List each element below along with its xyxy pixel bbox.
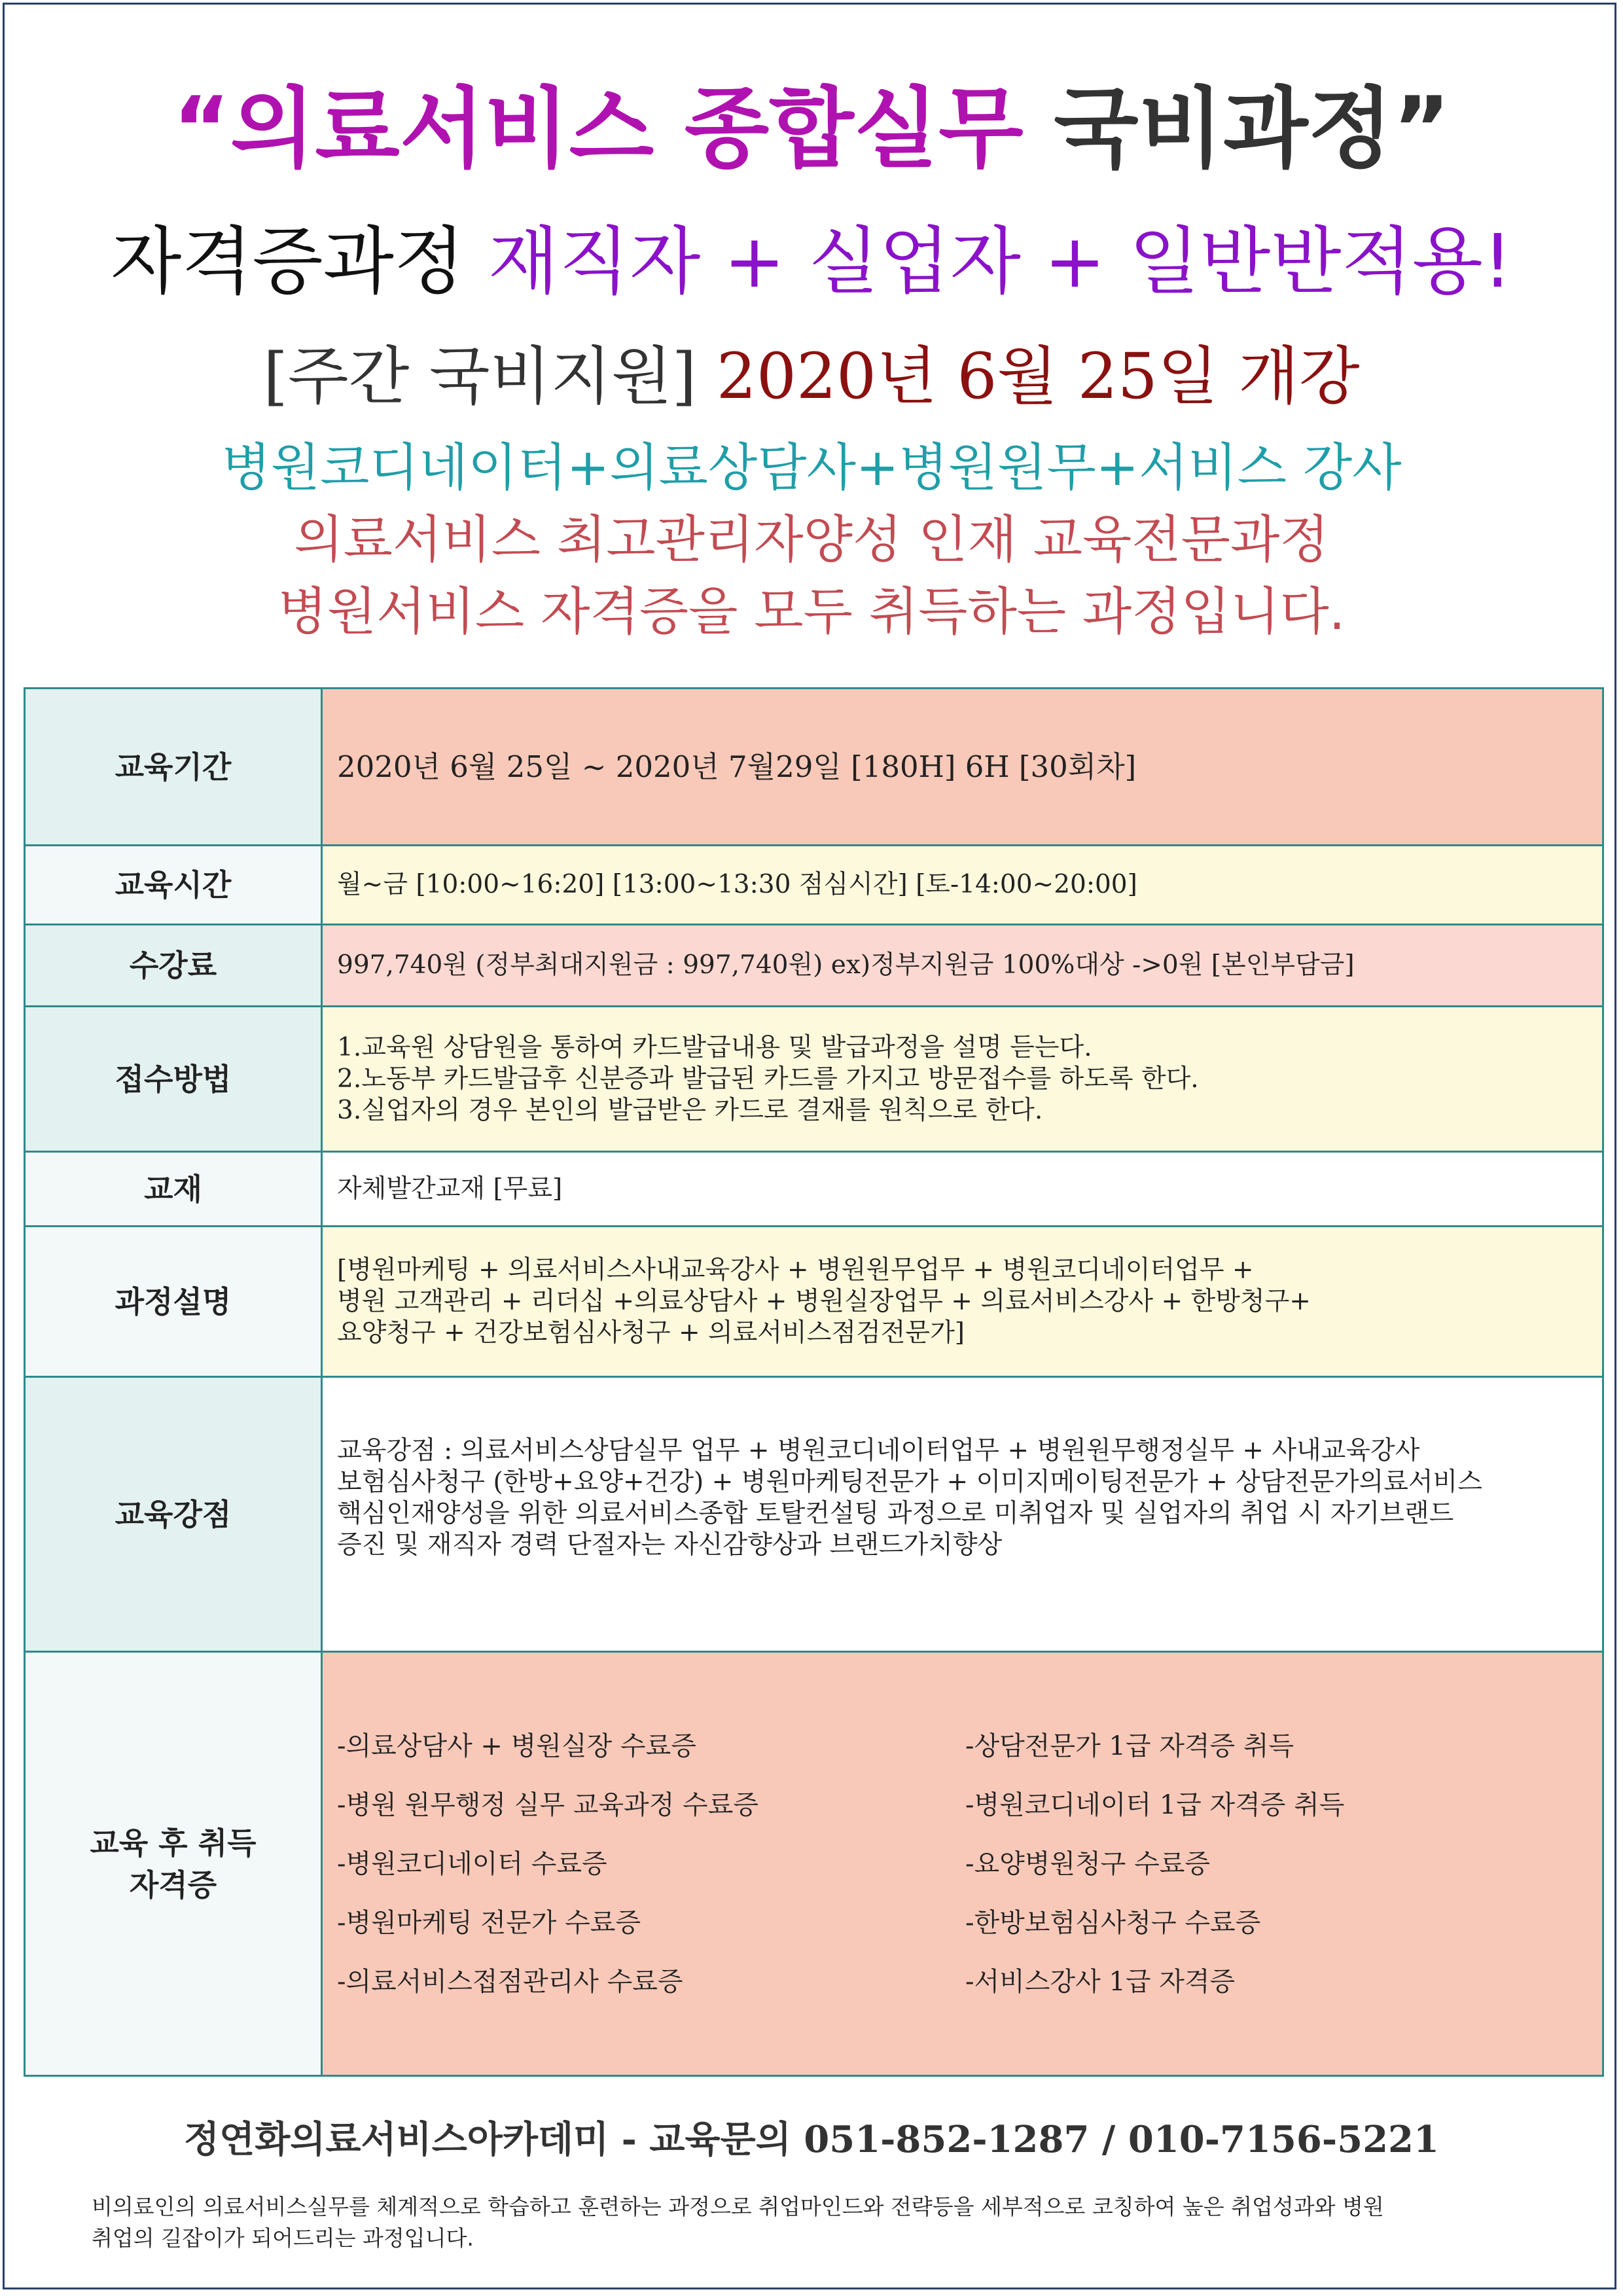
value-textbook: 자체발간교재 [무료]: [322, 1152, 1603, 1227]
apply-step: 3.실업자의 경우 본인의 발급받은 카드로 결재를 원칙으로 한다.: [337, 1095, 1043, 1125]
label-course: 과정설명: [25, 1227, 322, 1377]
strength-line: 증진 및 재직자 경력 단절자는 자신감향상과 브랜드가치향상: [337, 1530, 1003, 1560]
course-roles: 병원코디네이터+의료상담사+병원원무+서비스 강사: [221, 439, 1402, 497]
row-fee: [25, 925, 1603, 1007]
cert-item: -서비스강사 1급 자격증: [965, 1966, 1236, 1997]
certs-grid: [337, 1717, 1588, 2011]
value-period: 2020년 6월 25일 ~ 2020년 7월29일 [180H] 6H [30회차]: [322, 689, 1603, 846]
subtitle-target: 재직자 + 실업자 + 일반반적용!: [465, 219, 1512, 304]
row-time: [25, 846, 1603, 925]
label-certs: [25, 1652, 322, 2076]
subtitle-course: 자격증과정: [111, 219, 465, 304]
title-highlight: 의료서비스 종합실무: [230, 78, 1024, 180]
support-type: [주간 국비지원]: [263, 340, 697, 413]
course-tagline-2: 병원서비스 자격증을 모두 취득하는 과정입니다.: [277, 583, 1346, 641]
value-strength: [322, 1377, 1603, 1652]
title-quote-close: ”: [1393, 78, 1451, 180]
value-fee: 997,740원 (정부최대지원금 : 997,740원) ex)정부지원금 100%대상 ->0원 [본인부담금]: [322, 925, 1603, 1007]
row-certs: [25, 1652, 1603, 2076]
row-period: [25, 689, 1603, 846]
course-line: [병원마케팅 + 의료서비스사내교육강사 + 병원원무업무 + 병원코디네이터업무 +: [337, 1255, 1254, 1285]
contact-info: 정연화의료서비스아카데미 - 교육문의 051-852-1287 / 010-7156-5221: [184, 2118, 1439, 2161]
row-textbook: [25, 1152, 1603, 1227]
label-period: 교육기간: [25, 689, 322, 846]
cert-item: -병원마케팅 전문가 수료증: [337, 1907, 641, 1938]
row-course: [25, 1227, 1603, 1377]
opening-date: [0, 334, 1623, 419]
apply-step: 1.교육원 상담원을 통하여 카드발급내용 및 발급과정을 설명 듣는다.: [337, 1032, 1092, 1062]
row-strength: [25, 1377, 1603, 1652]
strength-line: 교육강점 : 의료서비스상담실무 업무 + 병원코디네이터업무 + 병원원무행정실무 + 사내교육강사: [337, 1436, 1420, 1465]
footer-note-line: 취업의 길잡이가 되어드리는 과정입니다.: [92, 2225, 474, 2251]
course-tagline: 의료서비스 최고관리자양성 인재 교육전문과정: [294, 511, 1329, 569]
cert-item: -상담전문가 1급 자격증 취득: [965, 1731, 1294, 1761]
row-apply: [25, 1007, 1603, 1152]
course-line: 병원 고객관리 + 리더십 +의료상담사 + 병원실장업무 + 의료서비스강사 + 한방청구+: [337, 1286, 1311, 1316]
value-certs: [322, 1652, 1603, 2076]
title-quote-open: “: [172, 78, 230, 180]
value-time: 월~금 [10:00~16:20] [13:00~13:30 점심시간] [토-14:00~20:00]: [322, 846, 1603, 925]
cert-item: -병원코디네이터 수료증: [337, 1848, 607, 1879]
certs-label-line: 교육 후 취득: [90, 1825, 257, 1861]
value-course: [322, 1227, 1603, 1377]
label-strength: 교육강점: [25, 1377, 322, 1652]
label-apply: 접수방법: [25, 1007, 322, 1152]
cert-item: -요양병원청구 수료증: [965, 1848, 1210, 1879]
cert-item: -의료상담사 + 병원실장 수료증: [337, 1731, 696, 1761]
label-textbook: 교재: [25, 1152, 322, 1227]
subtitle: [0, 216, 1623, 308]
label-fee: 수강료: [25, 925, 322, 1007]
strength-line: 핵심인재양성을 위한 의료서비스종합 토탈컨설팅 과정으로 미취업자 및 실업자의 취업 시 자기브랜드: [337, 1499, 1454, 1528]
cert-item: -의료서비스접점관리사 수료증: [337, 1966, 683, 1997]
main-title: [0, 73, 1623, 185]
open-date: 2020년 6월 25일 개강: [696, 340, 1360, 413]
value-apply: [322, 1007, 1603, 1152]
cert-item: -한방보험심사청구 수료증: [965, 1907, 1261, 1938]
course-line: 요양청구 + 건강보험심사청구 + 의료서비스점검전문가]: [337, 1318, 965, 1348]
title-rest: 국비과정: [1023, 78, 1393, 180]
strength-line: 보험심사청구 (한방+요양+건강) + 병원마케팅전문가 + 이미지메이팅전문가 + 상담전문가의료서비스: [337, 1467, 1482, 1497]
certs-label-line: 자격증: [129, 1867, 217, 1903]
footer-note-line: 비의료인의 의료서비스실무를 체계적으로 학습하고 훈련하는 과정으로 취업마인드와 전략등을 세부적으로 코칭하여 높은 취업성과와 병원: [92, 2194, 1384, 2219]
apply-step: 2.노동부 카드발급후 신분증과 발급된 카드를 가지고 방문접수를 하도록 한다.: [337, 1064, 1199, 1094]
course-info-table: [24, 687, 1604, 2077]
cert-item: -병원코디네이터 1급 자격증 취득: [965, 1789, 1345, 1820]
label-time: 교육시간: [25, 846, 322, 925]
cert-item: -병원 원무행정 실무 교육과정 수료증: [337, 1789, 758, 1820]
footer-note: [92, 2191, 1544, 2254]
